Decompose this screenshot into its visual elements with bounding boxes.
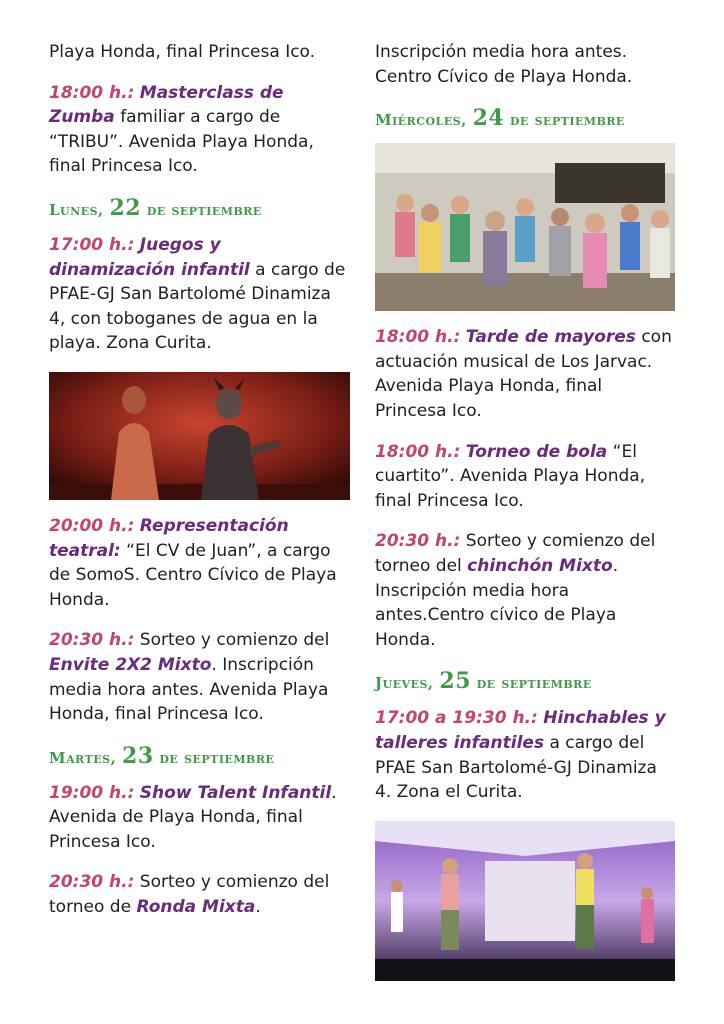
theater-image xyxy=(49,372,350,500)
day-heading-jueves xyxy=(375,668,675,694)
event-time: 20:30 h.: xyxy=(49,872,135,893)
dance-photo xyxy=(375,143,675,311)
event-envite xyxy=(49,628,349,726)
day-name: Lunes, xyxy=(49,200,110,219)
event-title: Representación teatral: xyxy=(49,515,289,561)
event-mayores xyxy=(375,325,675,423)
event-title: Tarde de mayores xyxy=(465,327,636,348)
event-time: 17:00 a 19:30 h.: xyxy=(375,708,538,729)
event-details: a cargo de PFAE-GJ San Bartolomé Dinamiza 4, con toboganes de agua en la playa. Zona Curita. xyxy=(49,259,346,354)
event-ronda xyxy=(49,870,349,919)
left-column xyxy=(49,40,349,936)
event-details: . xyxy=(255,897,261,918)
continued-text: Inscripción media hora antes. Centro Cívico de Playa Honda. xyxy=(375,42,633,87)
event-details: . Inscripción media hora antes.Centro cívico de Playa Honda. xyxy=(375,555,619,650)
event-title: Envite 2X2 Mixto xyxy=(49,654,212,675)
event-title: Torneo de bola xyxy=(465,441,608,462)
day-number: 25 xyxy=(439,668,472,695)
stage-photo xyxy=(375,821,675,981)
day-name: Miércoles, xyxy=(375,111,473,130)
dance-image xyxy=(375,143,675,311)
event-time: 20:30 h.: xyxy=(49,630,135,651)
event-details: con actuación musical de Los Jarvac. Avenida Playa Honda, final Princesa Ico. xyxy=(375,327,672,421)
event-zumba xyxy=(49,81,349,179)
event-title: Masterclass de Zumba xyxy=(49,82,284,128)
event-details: . Inscripción media hora antes. Avenida Playa Honda, final Princesa Ico. xyxy=(49,654,329,725)
day-number: 22 xyxy=(109,194,142,221)
right-column xyxy=(375,40,675,995)
day-number: 23 xyxy=(122,742,154,769)
event-talent xyxy=(49,781,349,855)
event-title: chinchón Mixto xyxy=(467,555,613,576)
day-name: Martes, xyxy=(49,748,123,767)
day-month: de septiembre xyxy=(471,674,592,693)
event-bola xyxy=(375,440,675,514)
continued-text: Playa Honda, final Princesa Ico. xyxy=(49,42,316,62)
event-chinchon xyxy=(375,529,675,652)
event-title: Ronda Mixta xyxy=(136,897,256,918)
event-juegos xyxy=(49,233,349,356)
event-title: Juegos y dinamización infantil xyxy=(49,234,250,280)
day-heading-lunes xyxy=(49,195,349,221)
event-details: familiar a cargo de “TRIBU”. Avenida Playa Honda, final Princesa Ico. xyxy=(49,107,314,177)
event-time: 20:00 h.: xyxy=(49,515,135,536)
event-time: 20:30 h.: xyxy=(375,531,461,552)
event-time: 19:00 h.: xyxy=(49,782,135,803)
day-heading-martes xyxy=(49,743,349,769)
day-month: de septiembre xyxy=(504,111,625,130)
stage-image xyxy=(375,821,675,981)
event-intro: Sorteo y comienzo del xyxy=(134,630,330,651)
event-time: 18:00 h.: xyxy=(375,441,461,462)
event-teatro xyxy=(49,514,349,612)
event-time: 17:00 h.: xyxy=(49,234,135,255)
day-month: de septiembre xyxy=(153,748,275,767)
event-time: 18:00 h.: xyxy=(49,82,135,103)
theater-photo xyxy=(49,372,350,500)
event-intro: Sorteo y comienzo del torneo de xyxy=(49,872,330,918)
day-name: Jueves, xyxy=(375,674,440,693)
event-details: “El cuartito”. Avenida Playa Honda, final Princesa Ico. xyxy=(375,441,646,511)
event-details: . Avenida de Playa Honda, final Princesa Ico. xyxy=(49,782,337,852)
event-hinchables xyxy=(375,706,675,804)
event-title: Show Talent Infantil xyxy=(139,782,332,803)
event-title: Hinchables y talleres infantiles xyxy=(375,708,666,753)
day-month: de septiembre xyxy=(141,200,262,219)
event-time: 18:00 h.: xyxy=(375,327,461,348)
event-details: “El CV de Juan”, a cargo de SomoS. Centro Cívico de Playa Honda. xyxy=(49,540,337,610)
event-intro: Sorteo y comienzo del torneo del xyxy=(375,531,656,576)
event-details: a cargo del PFAE San Bartolomé-GJ Dinamiza 4. Zona el Curita. xyxy=(375,732,657,803)
day-heading-miercoles xyxy=(375,105,675,131)
day-number: 24 xyxy=(472,105,505,132)
